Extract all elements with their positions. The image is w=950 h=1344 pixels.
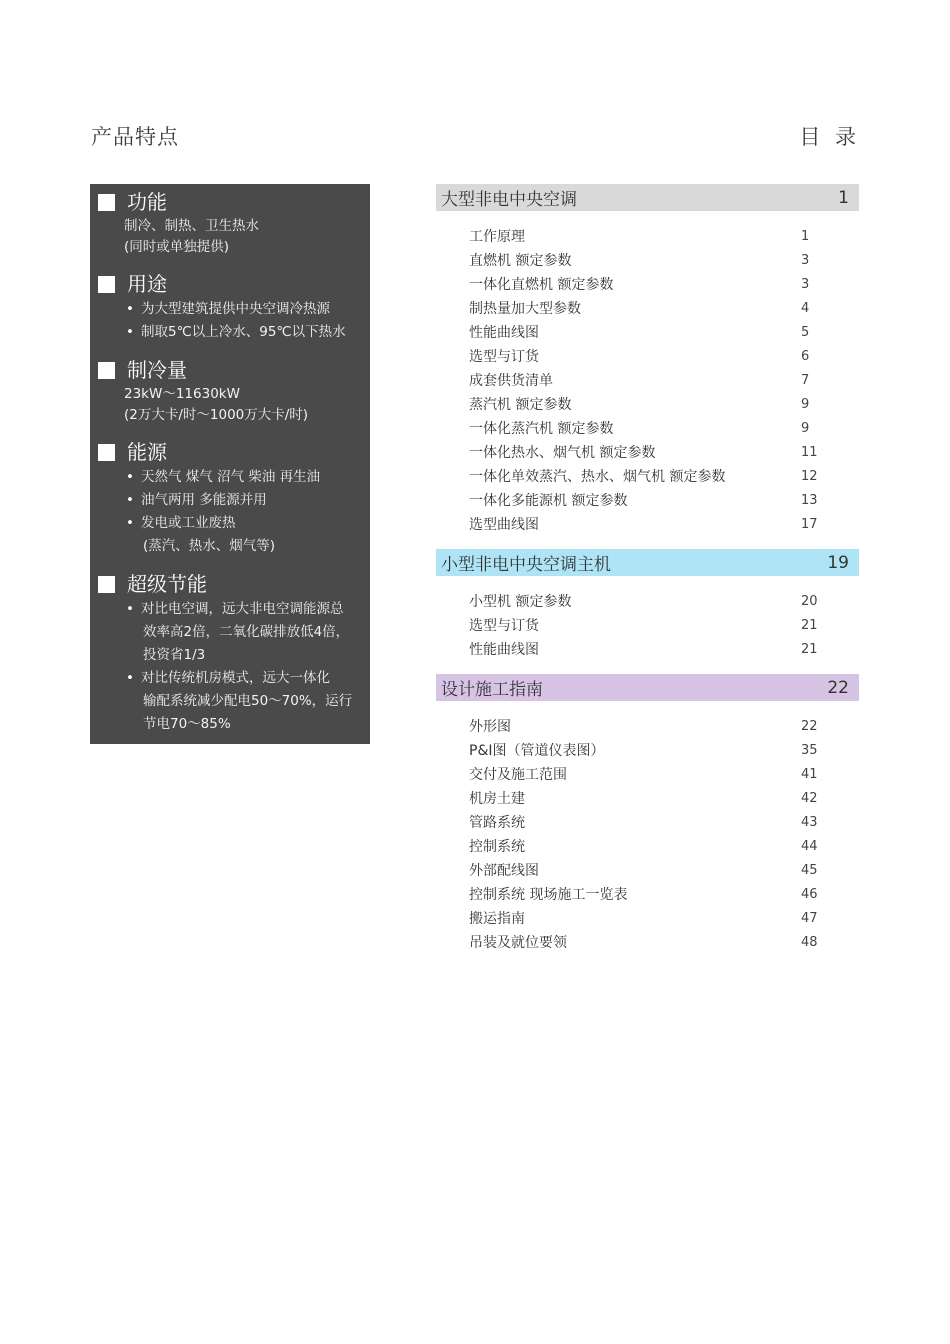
toc-entry[interactable] xyxy=(436,930,859,954)
toc-entry[interactable] xyxy=(436,296,859,320)
toc-entry-title: 搬运指南 xyxy=(469,911,525,927)
toc-entry[interactable] xyxy=(436,637,859,661)
toc-entry-title: 制热量加大型参数 xyxy=(469,301,581,317)
feature-bullet-text: • 对比电空调，远大非电空调能源总 xyxy=(141,601,344,617)
toc-entry[interactable] xyxy=(436,488,859,512)
toc-entry-title: 管路系统 xyxy=(469,815,525,831)
feature-title-text: 制冷量 xyxy=(127,358,187,382)
toc-entry[interactable] xyxy=(436,834,859,858)
toc-entry[interactable] xyxy=(436,858,859,882)
toc-section xyxy=(436,184,859,536)
toc-entry-page: 9 xyxy=(801,396,810,412)
table-of-contents xyxy=(436,184,859,967)
feature-bullet-item xyxy=(98,489,364,512)
toc-entry[interactable] xyxy=(436,272,859,296)
toc-entry[interactable] xyxy=(436,810,859,834)
toc-item-list xyxy=(436,211,859,536)
toc-entry-page: 48 xyxy=(801,934,818,950)
toc-entry-page: 42 xyxy=(801,790,818,806)
toc-entry-page: 13 xyxy=(801,492,818,508)
feature-bullet-item xyxy=(98,598,364,667)
toc-entry[interactable] xyxy=(436,416,859,440)
feature-bullet-text: 投资省1/3 xyxy=(143,647,206,663)
toc-entry-page: 47 xyxy=(801,910,818,926)
toc-entry-title: 选型曲线图 xyxy=(469,517,539,533)
toc-entry-title: 交付及施工范围 xyxy=(469,767,567,783)
feature-bullet-list xyxy=(98,598,364,736)
toc-entry-page: 20 xyxy=(801,593,818,609)
toc-entry-title: 选型与订货 xyxy=(469,349,539,365)
feature-bullet-item xyxy=(98,466,364,489)
toc-entry-title: P&I图（管道仪表图） xyxy=(469,743,605,759)
feature-bullet-item xyxy=(98,321,364,344)
toc-entry-page: 17 xyxy=(801,516,818,532)
toc-section xyxy=(436,674,859,954)
feature-title xyxy=(98,270,364,298)
feature-title-text: 用途 xyxy=(127,272,167,296)
page-heading-features: 产品特点 xyxy=(91,125,179,149)
toc-entry-page: 7 xyxy=(801,372,810,388)
feature-block xyxy=(98,356,364,426)
toc-entry[interactable] xyxy=(436,762,859,786)
toc-section-page: 1 xyxy=(838,187,849,208)
toc-entry-page: 5 xyxy=(801,324,810,340)
toc-entry[interactable] xyxy=(436,464,859,488)
square-bullet-icon xyxy=(98,444,115,461)
toc-entry-page: 12 xyxy=(801,468,818,484)
toc-entry-title: 直燃机 额定参数 xyxy=(469,253,572,269)
toc-entry-page: 6 xyxy=(801,348,810,364)
toc-section-title: 设计施工指南 xyxy=(441,680,543,700)
feature-title xyxy=(98,438,364,466)
feature-text-line: (2万大卡/时～1000万大卡/时) xyxy=(124,407,309,423)
toc-entry-page: 45 xyxy=(801,862,818,878)
feature-bullet-text: • 发电或工业废热 xyxy=(141,515,236,531)
feature-bullet-item xyxy=(98,298,364,321)
toc-entry-page: 41 xyxy=(801,766,818,782)
toc-entry-title: 成套供货清单 xyxy=(469,373,553,389)
toc-entry[interactable] xyxy=(436,613,859,637)
feature-block xyxy=(98,570,364,736)
feature-block xyxy=(98,438,364,558)
toc-entry[interactable] xyxy=(436,786,859,810)
toc-entry[interactable] xyxy=(436,368,859,392)
feature-bullet-text: • 天然气 煤气 沼气 柴油 再生油 xyxy=(141,469,321,485)
page-heading-contents: 目 录 xyxy=(799,125,860,149)
square-bullet-icon xyxy=(98,576,115,593)
toc-section-page: 19 xyxy=(827,552,849,573)
toc-entry[interactable] xyxy=(436,392,859,416)
feature-title-text: 超级节能 xyxy=(127,572,207,596)
toc-entry-page: 21 xyxy=(801,641,818,657)
toc-entry[interactable] xyxy=(436,248,859,272)
toc-entry[interactable] xyxy=(436,589,859,613)
toc-entry[interactable] xyxy=(436,714,859,738)
feature-bullet-text: • 制取5℃以上冷水、95℃以下热水 xyxy=(141,324,346,340)
toc-entry-title: 一体化直燃机 额定参数 xyxy=(469,277,614,293)
toc-entry-title: 控制系统 xyxy=(469,839,525,855)
toc-entry-title: 性能曲线图 xyxy=(469,642,539,658)
feature-title-text: 功能 xyxy=(127,190,167,214)
toc-entry-title: 机房土建 xyxy=(469,791,525,807)
toc-entry-title: 一体化单效蒸汽、热水、烟气机 额定参数 xyxy=(469,469,726,485)
toc-section-title: 大型非电中央空调 xyxy=(441,190,577,210)
feature-bullet-list xyxy=(98,298,364,344)
feature-bullet-item xyxy=(98,512,364,558)
feature-bullet-text: • 为大型建筑提供中央空调冷热源 xyxy=(141,301,330,317)
toc-item-list xyxy=(436,576,859,661)
toc-entry-title: 外部配线图 xyxy=(469,863,539,879)
toc-entry[interactable] xyxy=(436,224,859,248)
toc-entry-title: 性能曲线图 xyxy=(469,325,539,341)
toc-entry-page: 9 xyxy=(801,420,810,436)
toc-entry[interactable] xyxy=(436,320,859,344)
feature-bullet-list xyxy=(98,466,364,558)
feature-title-text: 能源 xyxy=(127,440,167,464)
toc-section-title: 小型非电中央空调主机 xyxy=(441,555,611,575)
feature-title xyxy=(98,570,364,598)
toc-entry-page: 21 xyxy=(801,617,818,633)
feature-bullet-text: • 对比传统机房模式，远大一体化 xyxy=(141,670,330,686)
feature-title xyxy=(98,356,364,384)
toc-entry-title: 控制系统 现场施工一览表 xyxy=(469,887,628,903)
toc-section-header[interactable] xyxy=(436,184,859,211)
toc-entry-title: 外形图 xyxy=(469,719,511,735)
feature-bullet-text: • 油气两用 多能源并用 xyxy=(141,492,267,508)
toc-entry[interactable] xyxy=(436,906,859,930)
toc-entry-title: 一体化多能源机 额定参数 xyxy=(469,493,628,509)
feature-bullet-text: 效率高2倍，二氧化碳排放低4倍， xyxy=(143,624,350,640)
toc-entry-title: 吊装及就位要领 xyxy=(469,935,567,951)
toc-entry-page: 11 xyxy=(801,444,818,460)
toc-entry-title: 一体化热水、烟气机 额定参数 xyxy=(469,445,656,461)
toc-entry[interactable] xyxy=(436,440,859,464)
features-panel xyxy=(90,184,370,744)
toc-section-header[interactable] xyxy=(436,549,859,576)
toc-entry-page: 35 xyxy=(801,742,818,758)
toc-entry[interactable] xyxy=(436,882,859,906)
toc-entry-title: 工作原理 xyxy=(469,229,525,245)
feature-text-line: 23kW～11630kW xyxy=(124,386,240,402)
toc-entry-page: 22 xyxy=(801,718,818,734)
toc-entry[interactable] xyxy=(436,512,859,536)
toc-entry-title: 选型与订货 xyxy=(469,618,539,634)
feature-bullet-text: 节电70～85% xyxy=(143,716,231,732)
toc-entry-page: 43 xyxy=(801,814,818,830)
square-bullet-icon xyxy=(98,362,115,379)
feature-text-line: 制冷、制热、卫生热水 xyxy=(124,218,259,234)
toc-entry[interactable] xyxy=(436,344,859,368)
toc-entry-page: 4 xyxy=(801,300,810,316)
toc-entry-page: 46 xyxy=(801,886,818,902)
toc-entry-title: 小型机 额定参数 xyxy=(469,594,572,610)
toc-section-page: 22 xyxy=(827,677,849,698)
toc-section xyxy=(436,549,859,661)
toc-entry[interactable] xyxy=(436,738,859,762)
feature-bullet-text: (蒸汽、热水、烟气等) xyxy=(143,538,276,554)
feature-bullet-text: 输配系统减少配电50～70%，运行 xyxy=(143,693,353,709)
toc-entry-page: 1 xyxy=(801,228,810,244)
feature-bullet-item xyxy=(98,667,364,736)
square-bullet-icon xyxy=(98,194,115,211)
feature-block xyxy=(98,270,364,344)
feature-text-line: (同时或单独提供) xyxy=(124,239,230,255)
toc-section-header[interactable] xyxy=(436,674,859,701)
toc-entry-title: 一体化蒸汽机 额定参数 xyxy=(469,421,614,437)
toc-entry-page: 3 xyxy=(801,252,810,268)
feature-block xyxy=(98,188,364,258)
toc-item-list xyxy=(436,701,859,954)
toc-entry-title: 蒸汽机 额定参数 xyxy=(469,397,572,413)
square-bullet-icon xyxy=(98,276,115,293)
feature-title xyxy=(98,188,364,216)
toc-entry-page: 3 xyxy=(801,276,810,292)
toc-entry-page: 44 xyxy=(801,838,818,854)
